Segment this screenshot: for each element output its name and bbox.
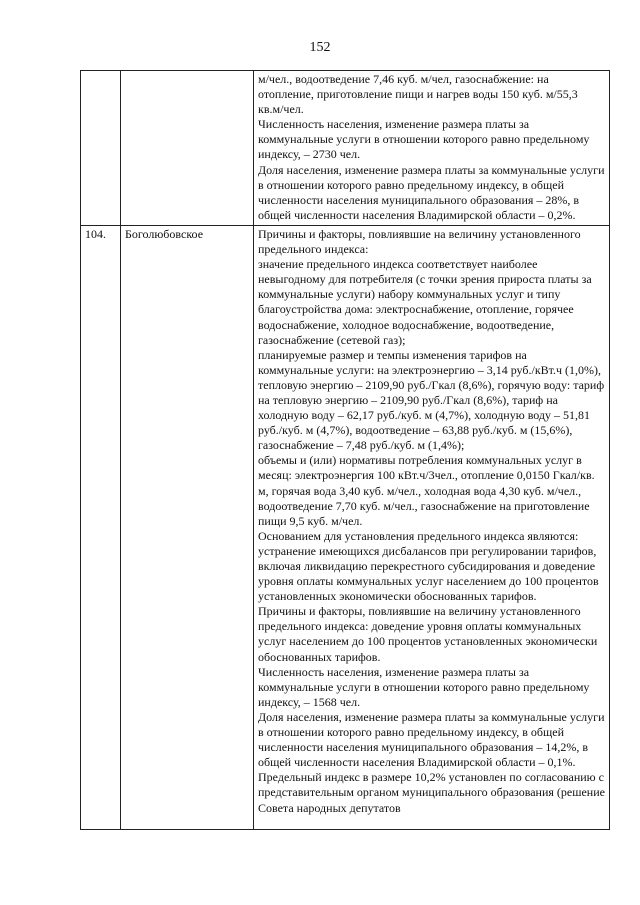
data-table: [80, 70, 610, 830]
row-number-cell: [81, 71, 121, 226]
page-number: 152: [309, 40, 331, 55]
description-cell: [254, 71, 610, 226]
description-text: Причины и факторы, повлиявшие на величину установленного предельного индекса: значение предельного индекса соответствует наиболее невыгодному для потребителя (с точки зрения прироста платы за коммунальные услуги) набору коммунальных услуг и типу благоустройства дома: электроснабжение, отопление, горячее водоснабжение, холодное водоснабжение, водоотведение, газоснабжение (сетевой газ); планируемые размер и темпы изменения тарифов на коммунальные услуги: на электроэнергию – 3,14 руб./кВт.ч (1,0%), тепловую энергию – 2109,90 руб./Гкал (8,6%), горячую воду: тариф на тепловую энергию – 2109,90 руб./Гкал (8,6%), тариф на холодную воду – 62,17 руб./куб. м (4,7%), холодную воду – 51,81 руб./куб. м (4,7%), водоотведение – 63,88 руб./куб. м (15,6%), газоснабжение – 7,48 руб./куб. м (1,4%); объемы и (или) нормативы потребления коммунальных услуг в месяц: электроэнергия 100 кВт.ч/3чел., отопление 0,0150 Гкал/кв. м, горячая вода 3,40 куб. м/чел., холодная вода 4,30 куб. м/чел., водоотведение 7,70 куб. м/чел., газоснабжение на приготовление пищи 9,5 куб. м/чел. Основанием для установления предельного индекса являются: устранение имеющихся дисбалансов при регулировании тарифов, включая ликвидацию перекрестного субсидирования и доведение уровня оплаты коммунальных услуг населением до 100 процентов установленных экономически обоснованных тарифов. Причины и факторы, повлиявшие на величину установленного предельного индекса: доведение уровня оплаты коммунальных услуг населением до 100 процентов установленных экономически обоснованных тарифов. Численность населения, изменение размера платы за коммунальные услуги в отношении которого равно предельному индексу, – 1568 чел. Доля населения, изменение размера платы за коммунальные услуги в отношении которого равно предельному индексу, в общей численности населения муниципального образования – 14,2%, в общей численности населения Владимирской области – 0,1%. Предельный индекс в размере 10,2% установлен по согласованию с представительным органом муниципального образования (решение Совета народных депутатов: [258, 226, 605, 815]
municipality-cell: [121, 71, 254, 226]
table-row: [81, 225, 610, 829]
description-text: м/чел., водоотведение 7,46 куб. м/чел, газоснабжение: на отопление, приготовление пищи и нагрев воды 150 куб. м/55,3 кв.м/чел. Численность населения, изменение размера платы за коммунальные услуги в отношении которого равно предельному индексу, – 2730 чел. Доля населения, изменение размера платы за коммунальные услуги в отношении которого равно предельному индексу, в общей численности населения муниципального образования – 28%, в общей численности населения Владимирской области – 0,2%.: [258, 72, 605, 222]
row-number-cell: [81, 225, 121, 829]
row-number: 104.: [85, 226, 106, 241]
table-row: [81, 71, 610, 226]
municipality-cell: [121, 225, 254, 829]
description-cell: [254, 225, 610, 829]
municipality-name: Боголюбовское: [125, 226, 204, 241]
